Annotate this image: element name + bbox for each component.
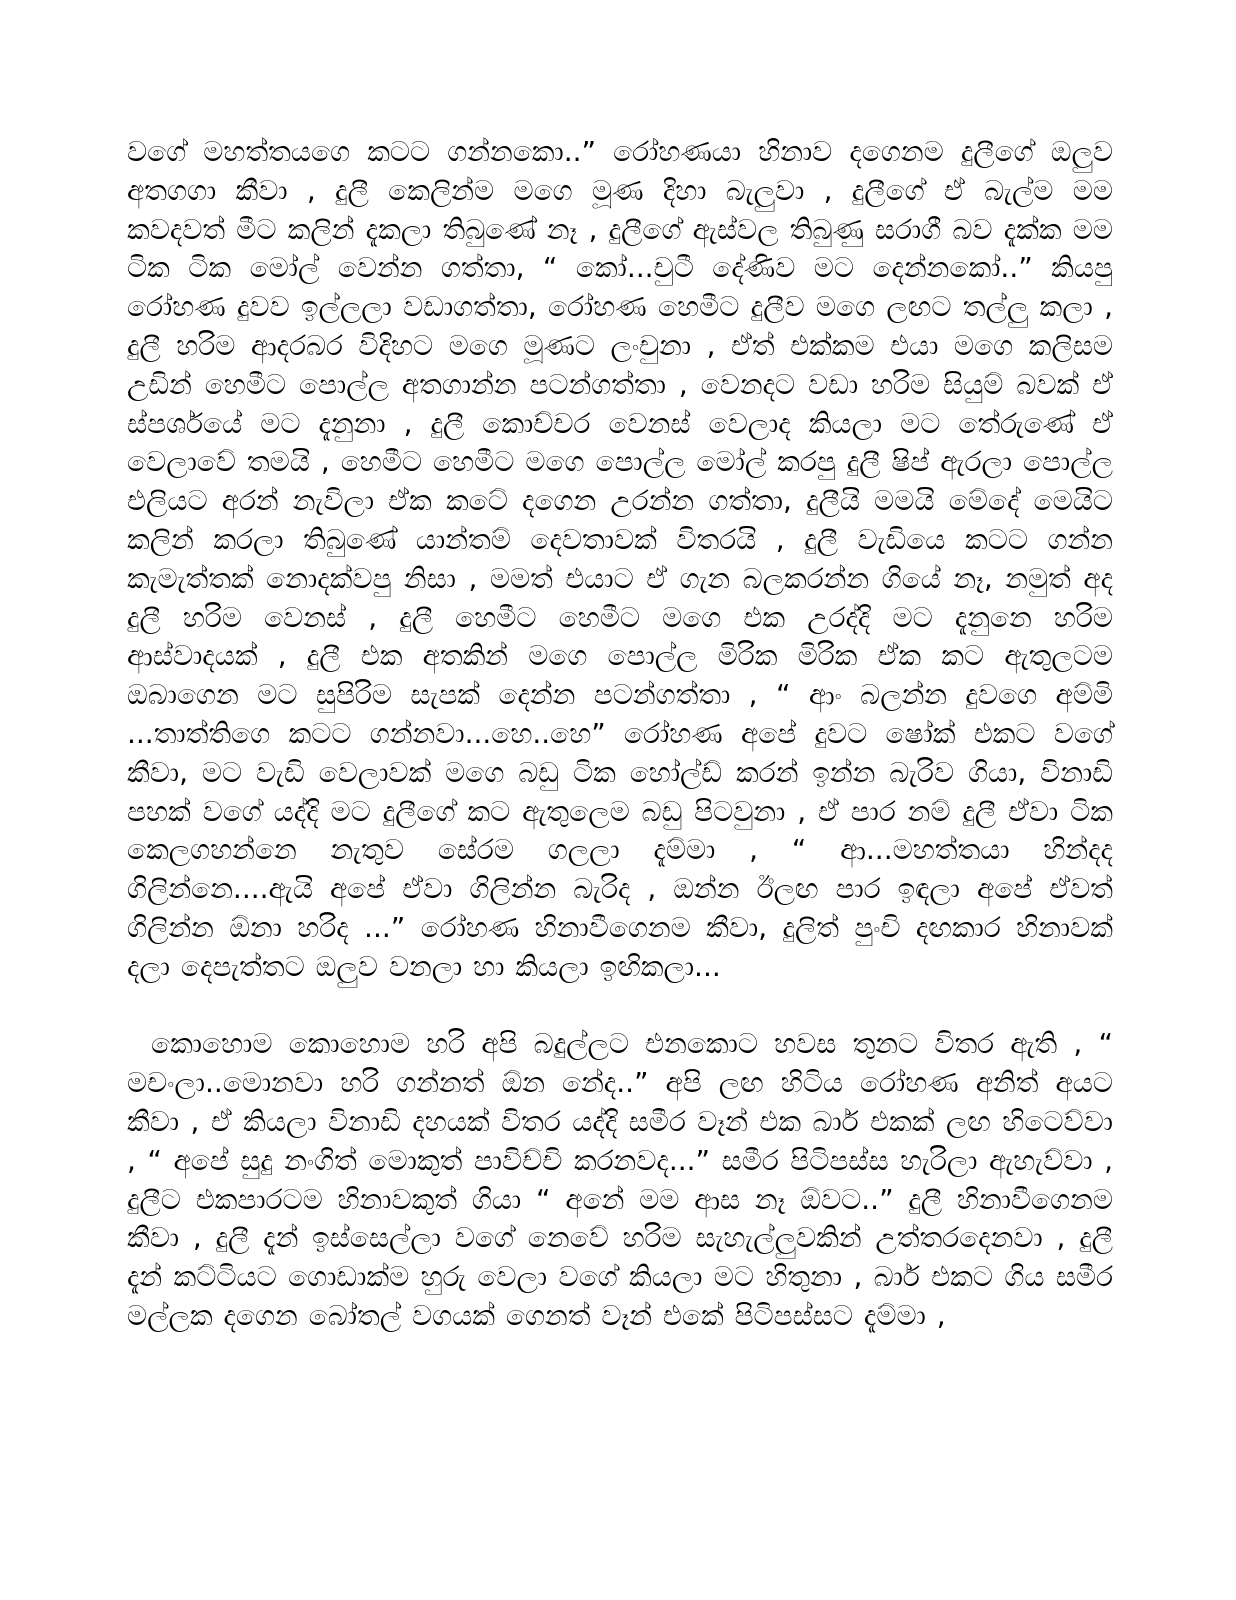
story-paragraph-2: කොහොම කොහොම හරි අපි බදුල්ලට එනකොට හවස තුනට විතර ඇති , “ මචංලා..මොනවා හරි ගන්නත් ඕන නේද..” අපි ලඟ හිටිය රෝහණ අනිත් අයට කීවා , ඒ කියලා විනාඩි දහයක් විතර යද්දි සමීර වෑන් එක බාර් එකක් ලඟ හිටෙව්වා , “ අපේ සුදු නංගිත් මොකුත් පාවිච්චි කරනවද...” සමීර පිටිපස්ස හැරිලා ඇහැව්වා , දුලීට එකපාරටම හිනාවකුත් ගියා “ අනේ මම ආස නෑ ඕවට..” දුලී හිනාවීගෙනම කීවා , දුලී දැන් ඉස්සෙල්ලා වගේ නෙවේ හරිම සැහැල්ලුවකින් උත්තරදෙනවා , දුලී දැන් කට්ටියට ගොඩාක්ම හුරු වෙලා වගේ කියලා මට හිතුනා , බාර් එකට ගිය සමීර මල්ලක දගෙන බෝතල් වගයක් ගෙනත් වෑන් එකේ පිටිපස්සට දැම්මා , (127, 1027, 1113, 1332)
story-paragraph-1: වගේ මහත්තයගෙ කටට ගන්නකො..” රෝහණයා හිනාව දගෙනම දුලීගේ ඔලුව අතගගා කීවා , දුලී කෙලින්ම මගෙ මූණ දිහා බැලුවා , දුලීගේ ඒ බැල්ම මම කවදවත් මීට කලින් දැකලා තිබුණේ නෑ , දුලීගේ ඇස්වල තිබුණු සරාගී බව දැක්ක මම ටික ටික මෝල් වෙන්න ගත්තා, “ කෝ...චුටී දේණිව මට දෙන්නකෝ..” කියපු රෝහණ දුවව ඉල්ලලා වඩාගත්තා, රෝහණ හෙමීට දුලීව මගෙ ලඟට තල්ලු කලා , දුලී හරිම ආදරබර විදිහට මගෙ මූණට ලංචුනා , ඒත් එක්කම එයා මගෙ කලිසම උඩින් හෙමීට පොල්ල අතගාන්න පටන්ගත්තා , වෙනදට වඩා හරිම සියුම් බවක් ඒ ස්පර්ශයේ මට දැනුනා , දුලී කොච්චර වෙනස් වෙලාද කියලා මට තේරුණේ ඒ වෙලාවේ තමයි , හෙමීට හෙමීට මගෙ පොල්ල මෝල් කරපු දුලී ෂිප් ඇරලා පොල්ල එලියට අරන් නැවිලා ඒක කටේ දගෙන උරන්න ගත්තා, දුලීයි මමයි මේදේ මෙයිට කලින් කරලා තිබුණේ යාන්තම් දෙවතාවක් විතරයි , දුලී වැඩියෙ කටට ගන්න කැමැත්තක් නොදක්වපු නිසා , මමත් එයාට ඒ ගැන බලකරන්න ගියේ නෑ, නමුත් අද දුලී හරිම වෙනස් , දුලී හෙමීට හෙමීට මගෙ එක උරද්දි මට දැනුනෙ හරිම ආස්වාදයක් , දුලී එක අතකින් මගෙ පොල්ල මිරික මිරික ඒක කට ඇතුලටම ඔබාගෙන මට සුපිරිම සැපක් දෙන්න පටන්ගත්තා , “ ආං බලන්න දුවගෙ අම්මි ...තාත්තිගෙ කටට ගන්නවා...හෙ..හෙ” රෝහණ අපේ දුවට ෂෝක් එකට වගේ කීවා, මට වැඩි වෙලාවක් මගෙ බඩු ටික හෝල්ඩ් කරන් ඉන්න බැරිව ගියා, විනාඩි පහක් වගේ යද්දි මට දුලීගේ කට ඇතුලෙම බඩු පිටවුනා , ඒ පාර නම් දුලී ඒවා ටික කෙලගහන්නෙ නැතුව සේරම ගලලා දැම්මා , “ ආ...මහත්තයා හින්දද ගිලින්නෙ....ඇයි අපේ ඒවා ගිලින්න බැරිද , ඔන්න ඊලඟ පාර ඉඳලා අපේ ඒවත් ගිලින්න ඕනා හරිද ...” රෝහණ හිනාවීගෙනම කීවා, දුලිත් පුංචි දඟකාර හිනාවක් දලා දෙපැත්තට ඔලුව වනලා හා කියලා ඉඟිකලා... (127, 135, 1113, 983)
text-column (127, 133, 1113, 1336)
